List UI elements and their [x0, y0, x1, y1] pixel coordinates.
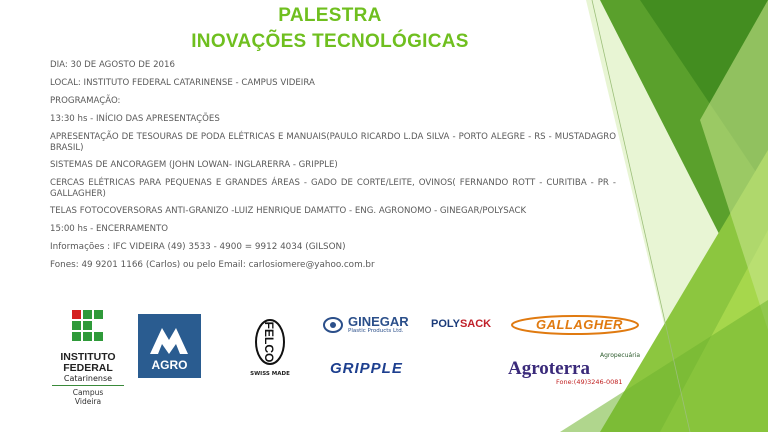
- felco-logo: [245, 318, 295, 377]
- phones-email-line: Fones: 49 9201 1166 (Carlos) ou pelo Email: carlosiomere@yahoo.com.br: [50, 260, 375, 270]
- agro-mountain-icon: [138, 320, 201, 360]
- ifc-name-2: FEDERAL: [63, 362, 113, 374]
- ifc-city: Videira: [74, 397, 102, 406]
- agro-text: AGRO: [151, 358, 188, 372]
- agroterra-phone: Fone:(49)3246-0081: [556, 378, 623, 386]
- location-line: LOCAL: INSTITUTO FEDERAL CATARINENSE - CAMPUS VIDEIRA: [50, 78, 315, 88]
- info-line: Informações : IFC VIDEIRA (49) 3533 - 4900 = 9912 4034 (GILSON): [50, 242, 346, 252]
- gripple-name: GRIPPLE: [330, 360, 403, 377]
- ginegar-swirl-icon: [322, 316, 344, 334]
- ginegar-name: GINEGAR: [348, 314, 409, 329]
- program-item-pruning: APRESENTAÇÃO DE TESOURAS DE PODA ELÉTRICAS E MANUAIS(PAULO RICARDO L.DA SILVA - PORTO ALEGRE - RS - MUSTADAGRO BRASIL): [50, 132, 616, 153]
- title-line-2: INOVAÇÕES TECNOLÓGICAS: [191, 31, 469, 52]
- program-text: [50, 60, 616, 278]
- program-item-anchoring: SISTEMAS DE ANCORAGEM (JOHN LOWAN- INGLARERRA - GRIPPLE): [50, 160, 338, 170]
- gallagher-logo: [510, 314, 640, 336]
- title-line-1: PALESTRA: [278, 5, 382, 26]
- program-item-fences: CERCAS ELÉTRICAS PARA PEQUENAS E GRANDES ÁREAS - GADO DE CORTE/LEITE, OVINOS( FERNANDO ROTT - CURITIBA - PR - GALLAGHER): [50, 178, 616, 199]
- ifc-divider: [52, 385, 124, 386]
- agroterra-tagline: Agropecuária: [600, 352, 641, 359]
- ginegar-sub: Plastic Products Ltd.: [348, 328, 404, 334]
- agroterra-name: Agroterra: [508, 358, 590, 379]
- agroterra-logo: [508, 352, 668, 386]
- start-time-line: 13:30 hs - INÍCIO DAS APRESENTAÇÕES: [50, 114, 220, 124]
- felco-wordmark-icon: [253, 318, 287, 366]
- ginegar-logo: [322, 314, 409, 338]
- svg-text:FELCO: FELCO: [262, 321, 276, 363]
- ifc-name-3: Catarinense: [63, 374, 113, 383]
- gallagher-name: GALLAGHER: [536, 317, 623, 332]
- agro-logo: [138, 314, 201, 378]
- end-time-line: 15:00 hs - ENCERRAMENTO: [50, 224, 169, 234]
- program-heading: PROGRAMAÇÃO:: [50, 96, 121, 106]
- sponsor-logos: [48, 306, 668, 426]
- date-line: DIA: 30 DE AGOSTO DE 2016: [50, 60, 175, 70]
- ifc-campus: Campus: [72, 388, 104, 397]
- ifc-emblem-icon: [70, 308, 106, 348]
- felco-subtitle: SWISS MADE: [250, 371, 290, 377]
- ifc-name-1: INSTITUTO: [60, 351, 116, 363]
- ifc-logo: [48, 308, 128, 406]
- polysack-part-2: SACK: [459, 318, 492, 330]
- polysack-part-1: POLY: [431, 318, 460, 330]
- polysack-logo: [431, 318, 491, 330]
- gripple-logo: [330, 360, 403, 377]
- program-item-nets: TELAS FOTOCOVERSORAS ANTI-GRANIZO -LUIZ HENRIQUE DAMATTO - ENG. AGRONOMO - GINEGAR/POLYSACK: [50, 206, 527, 216]
